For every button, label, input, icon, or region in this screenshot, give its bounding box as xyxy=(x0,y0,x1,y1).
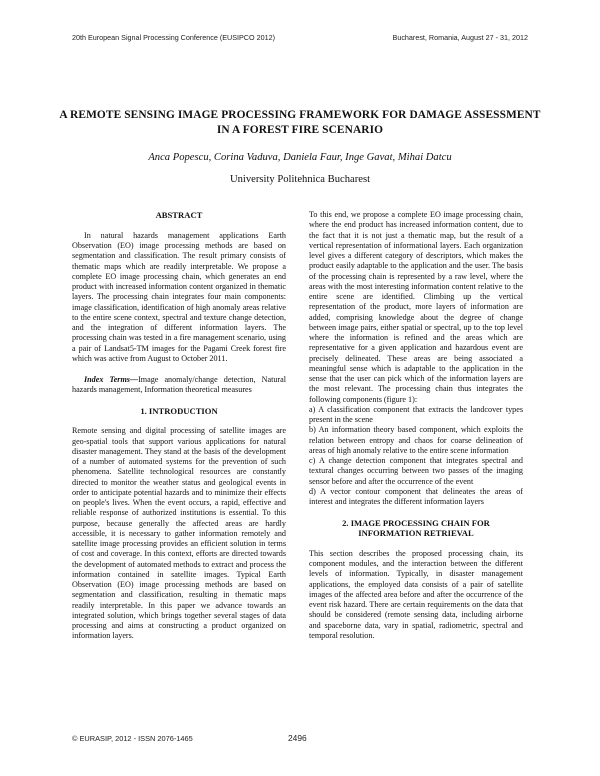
running-header-conference: 20th European Signal Processing Conference (EUSIPCO 2012) xyxy=(72,33,275,42)
page-number: 2496 xyxy=(288,733,307,743)
abstract-heading: ABSTRACT xyxy=(155,210,203,220)
component-list-item: c) A change detection component that integrates spectral and textural changes occurring between two passes of the imaging sensor before and after the occurrence of the event xyxy=(309,456,523,486)
section2-heading xyxy=(309,518,523,539)
abstract-text: In natural hazards management applications Earth Observation (EO) image processing methods are based on segmentation and classification. The result primary consists of thematic maps which are readily interpretable. We propose a complete EO image processing chain, which generates an end product with increased information content organized in thematic layers. The processing chain integrates four main components: image classification, identification of high anomaly areas relative to the entire scene context, spectral and texture change detection, and the integration of different information layers. The processing chain was tested in a fire management scenario, using a pair of Landsat5-TM images for the Pagami Creek forest fire which was active from August to October 2011. xyxy=(72,230,286,363)
index-terms xyxy=(72,375,286,396)
component-list-item: b) An information theory based component, which exploits the relation between entropy and chaos for coarse delineation of areas of high anomaly relative to the entire scene information xyxy=(309,425,523,455)
intro-continued-text: To this end, we propose a complete EO image processing chain, where the end product has increased information content, due to the fact that it is not just a thematic map, but the result of a vertical representation of informational layers. Each organization level gives a different category of descriptors, which makes the product easily adaptable to the application and the user. The basis of the processing chain is represented by a raw level, where the areas with the most interesting information content relative to the entire scene are identified. Climbing up the vertical representation of the product, more layers of information are added, comprising knowledge about the degree of change between image pairs, either spatial or spectral, up to the top level where the information is refined and the areas which are representative for a given application and hazardous event are precisely delineated. These areas are being associated a meaningful sense which is adaptable to the application in the sense that the user can pick which of the information layers are the most relevant. The processing chain thus integrates the following components (figure 1): xyxy=(309,210,523,404)
section2-heading-line-1: 2. IMAGE PROCESSING CHAIN FOR xyxy=(342,517,490,528)
running-header-location-date: Bucharest, Romania, August 27 - 31, 2012 xyxy=(392,33,528,42)
paper-title xyxy=(40,108,560,138)
index-terms-label: Index Terms— xyxy=(84,374,139,384)
paper-affiliation: University Politehnica Bucharest xyxy=(229,174,371,185)
section2-text: This section describes the proposed processing chain, its component modules, and the interaction between the different levels of information. Typically, in disaster management applications, the employed data consists of a pair of satellite images of the affected area before and after the occurrence of the event risk hazard. There are certain requirements on the data that should be considered (remote sensing data, including airborne and spaceborne data, vary in spatial, radiometric, spectral and temporal resolution. xyxy=(309,548,523,640)
paper-title-line-1: A REMOTE SENSING IMAGE PROCESSING FRAMEWORK FOR DAMAGE ASSESSMENT xyxy=(59,109,541,121)
introduction-text: Remote sensing and digital processing of satellite images are geo-spatial tools that support various applications for natural disaster management. They stand at the basis of the development of a number of automated systems for the prevention of such phenomena. Satellite technological resources are constantly directed to monitor the weather status and geological events in order to anticipate potential hazards and to minimize their effects on people's lives. When the event occurs, a rapid, effective and reliable response of authorized institutions is essential. To this purpose, because generally the affected areas are hardly accessible, it is necessary to gather information remotely and satellite image processing provides an efficient solution in terms of cost and coverage. In this context, efforts are directed towards the development of automated methods to extract and process the information contained in satellite images. Typical Earth Observation (EO) image processing methods are based on segmentation and classification, resulting in thematic maps readily interpretable. In this paper we advance towards an integrated solution, which brings together several stages of data processing and aims at constructing a product organized on information layers. xyxy=(72,426,286,641)
component-list-item: d) A vector contour component that delineates the areas of interest and integrates the different information layers xyxy=(309,486,523,506)
paper-title-line-2: IN A FOREST FIRE SCENARIO xyxy=(216,124,384,136)
component-list-item: a) A classification component that extracts the landcover types present in the scene xyxy=(309,404,523,424)
footer-copyright: © EURASIP, 2012 - ISSN 2076-1465 xyxy=(72,734,193,743)
paper-authors: Anca Popescu, Corina Vaduva, Daniela Faur, Inge Gavat, Mihai Datcu xyxy=(148,152,452,163)
index-terms-text: Image anomaly/change detection, Natural hazards management, Information theoretical measures xyxy=(72,374,286,394)
right-column xyxy=(309,210,523,641)
introduction-heading: 1. INTRODUCTION xyxy=(140,405,218,416)
section2-heading-line-2: INFORMATION RETRIEVAL xyxy=(358,528,474,538)
left-column xyxy=(72,210,286,642)
